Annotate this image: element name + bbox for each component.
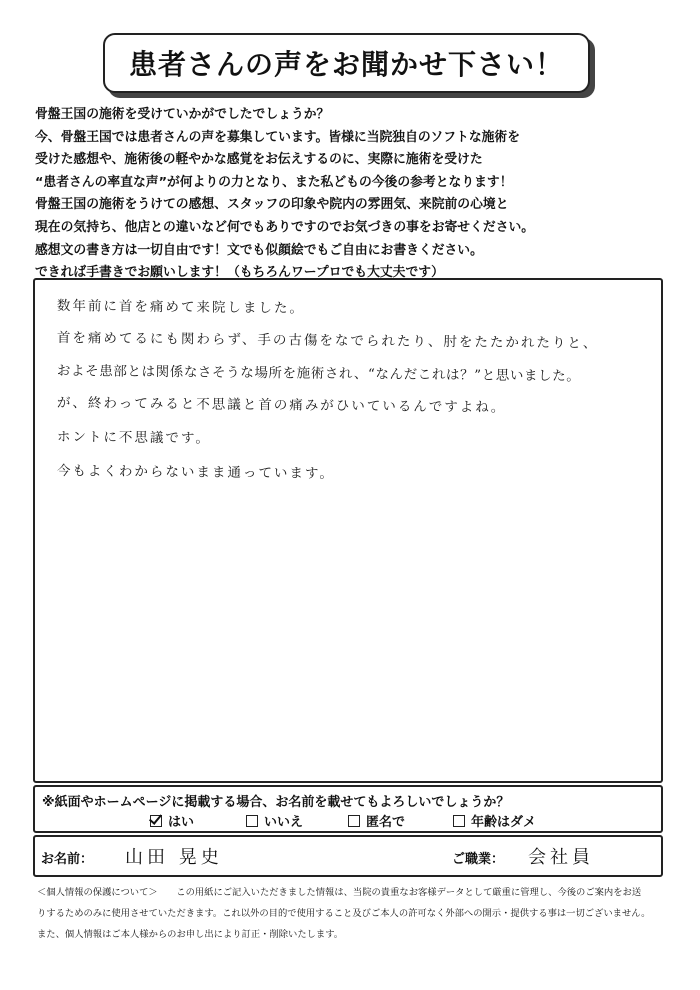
consent-option-no-age[interactable] (453, 811, 536, 830)
consent-question: ※紙面やホームページに掲載する場合、お名前を載せてもよろしいでしょうか？ (42, 795, 510, 810)
option-label: はい (168, 815, 195, 830)
privacy-line: りするためのみに使用させていただきます。これ以外の目的で使用すること及びご本人の許可なく外部への開示・提供する事は一切ございません。 (37, 908, 651, 919)
option-label: いいえ (264, 815, 304, 830)
name-box (33, 835, 663, 877)
option-label: 年齢はダメ (471, 815, 537, 830)
privacy-line: ＜個人情報の保護について＞ この用紙にご記入いただきました情報は、当院の貴重なお客様データとして厳重に管理し、今後のご案内をお送 (37, 887, 642, 898)
intro-text (35, 104, 675, 285)
consent-box (33, 785, 663, 833)
checkbox-checked-icon[interactable] (150, 815, 162, 827)
privacy-line: また、個人情報はご本人様からのお申し出により訂正・削除いたします。 (37, 929, 344, 940)
name-value[interactable]: 山田 晃史 (125, 847, 223, 868)
handwritten-line: が、終わってみると不思議と首の痛みがひいているんですよね。 (56, 395, 507, 416)
occupation-value[interactable]: 会社員 (528, 847, 594, 868)
occupation-label: ご職業： (452, 852, 505, 867)
intro-line: 今、骨盤王国では患者さんの声を募集しています。皆様に当院独自のソフトな施術を (35, 129, 521, 145)
option-label: 匿名で (366, 815, 406, 830)
name-label: お名前： (41, 852, 94, 867)
intro-line: 骨盤王国の施術をうけての感想、スタッフの印象や院内の雰囲気、来院前の心境と (35, 197, 509, 213)
checkbox-icon[interactable] (453, 815, 465, 827)
intro-line: できれば手書きでお願いします！（もちろんワープロでも大丈夫です） (35, 265, 444, 281)
privacy-notice (37, 882, 667, 945)
handwritten-line: およそ患部とは関係なさそうな場所を施術され、“なんだこれは？”と思いました。 (56, 363, 581, 385)
intro-line: 受けた感想や、施術後の軽やかな感覚をお伝えするのに、実際に施術を受けた (35, 152, 483, 168)
consent-option-yes[interactable] (150, 811, 194, 830)
consent-option-anonymous[interactable] (348, 811, 405, 830)
handwritten-line: 数年前に首を痛めて来院しました。 (56, 298, 306, 317)
consent-option-no[interactable] (246, 811, 303, 830)
handwritten-line: 今もよくわからないまま通っています。 (56, 463, 335, 482)
page-title: 患者さんの声をお聞かせ下さい！ (128, 48, 564, 81)
intro-line: “患者さんの率直な声”が何よりの力となり、また私どもの今後の参考となります！ (35, 174, 513, 190)
intro-line: 感想文の書き方は一切自由です！文でも似顔絵でもご自由にお書きください。 (35, 242, 483, 258)
checkbox-icon[interactable] (246, 815, 258, 827)
testimonial-box (33, 278, 663, 783)
handwritten-line: 首を痛めてるにも関わらず、手の古傷をなでられたり、肘をたたかれたりと、 (56, 330, 599, 352)
intro-line: 現在の気持ち、他店との違いなど何でもありですのでお気づきの事をお寄せください。 (35, 219, 535, 235)
handwritten-line: ホントに不思議です。 (56, 429, 211, 447)
checkbox-icon[interactable] (348, 815, 360, 827)
title-box (103, 33, 590, 93)
intro-line: 骨盤王国の施術を受けていかがでしたでしょうか？ (35, 107, 330, 122)
